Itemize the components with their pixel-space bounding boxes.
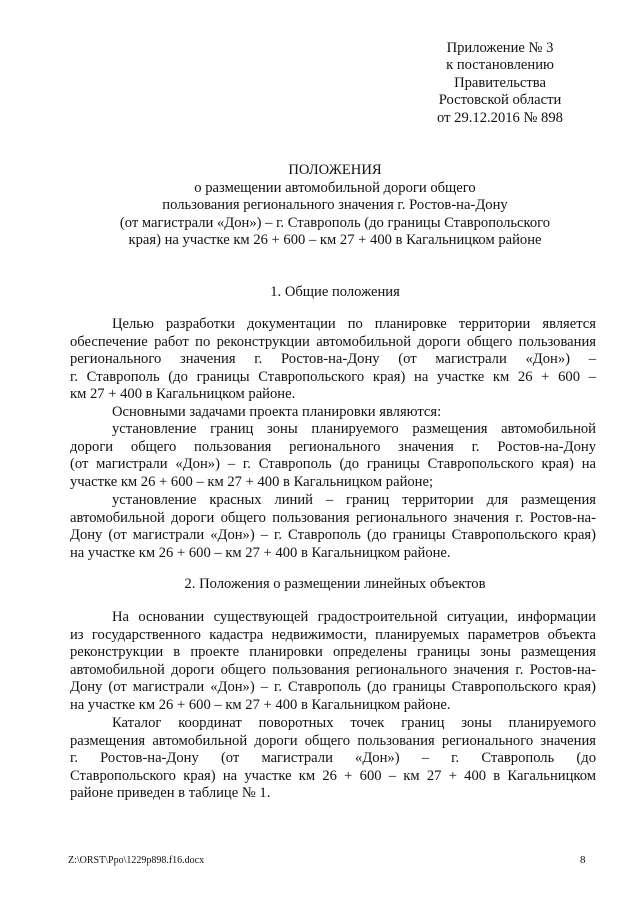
title-line: ПОЛОЖЕНИЯ bbox=[288, 162, 382, 178]
text-line: Основными задачами проекта планировки являются: bbox=[112, 404, 442, 420]
appendix-header bbox=[410, 40, 590, 127]
appendix-line: к постановлению bbox=[446, 57, 554, 74]
section-1-heading: 1. Общие положения bbox=[270, 284, 400, 300]
text-line: На основании существующей градостроительной ситуации, информации bbox=[112, 609, 596, 625]
text-line: дороги общего пользования регионального значения г. Ростов-на-Дону bbox=[70, 438, 596, 455]
text-line: размещения автомобильной дороги общего пользования регионального значения bbox=[70, 732, 596, 749]
text-line: км 27 + 400 в Кагальницком районе. bbox=[70, 386, 296, 403]
text-line: установление красных линий – границ территории для размещения bbox=[112, 492, 596, 508]
footer-file-path: Z:\ORST\Ppo\1229p898.f16.docx bbox=[68, 855, 205, 866]
section-2-heading: 2. Положения о размещении линейных объектов bbox=[184, 576, 486, 592]
paragraph-tasks-intro bbox=[70, 404, 596, 422]
text-line: Каталог координат поворотных точек границ зоны планируемого bbox=[112, 715, 596, 731]
text-line: автомобильной дороги общего пользования регионального значения г. Ростов-на- bbox=[70, 661, 596, 678]
text-line: автомобильной дороги общего пользования регионального значения г. Ростов-на- bbox=[70, 509, 596, 526]
text-line: г. Ростов-на-Дону (от магистрали «Дон») – г. Ставрополь (до bbox=[70, 750, 596, 767]
text-line: установление границ зоны планируемого размещения автомобильной bbox=[112, 421, 596, 437]
paragraph-basis bbox=[70, 609, 596, 715]
title-line: о размещении автомобильной дороги общего bbox=[194, 179, 476, 196]
page-number: 8 bbox=[580, 854, 586, 866]
text-line: г. Ставрополь (до границы Ставропольского края) на участке км 26 + 600 – bbox=[70, 368, 596, 385]
text-line: Дону (от магистрали «Дон») – г. Ставрополь (до границы Ставропольского края) bbox=[70, 679, 596, 696]
text-line: Целью разработки документации по планировке территории является bbox=[112, 316, 596, 332]
appendix-line: от 29.12.2016 № 898 bbox=[437, 109, 563, 126]
title-line: края) на участке км 26 + 600 – км 27 + 400 в Кагальницком районе bbox=[128, 232, 542, 249]
text-line: на участке км 26 + 600 – км 27 + 400 в Кагальницком районе. bbox=[70, 696, 451, 713]
text-line: реконструкции в проекте планировки определены границы зоны размещения bbox=[70, 644, 596, 661]
appendix-line: Правительства bbox=[454, 74, 546, 91]
text-line: (от магистрали «Дон») – г. Ставрополь (до границы Ставропольского края) на bbox=[70, 456, 596, 473]
appendix-line: Ростовской области bbox=[438, 92, 562, 109]
text-line: регионального значения г. Ростов-на-Дону (от магистрали «Дон») – bbox=[70, 351, 596, 368]
appendix-line: Приложение № 3 bbox=[446, 40, 554, 56]
text-line: обеспечение работ по реконструкции автомобильной дороги общего пользования bbox=[70, 333, 596, 350]
paragraph-purpose bbox=[70, 316, 596, 404]
title-line: (от магистрали «Дон») – г. Ставрополь (до границы Ставропольского bbox=[119, 214, 551, 231]
paragraph-task-boundaries bbox=[70, 421, 596, 491]
text-line: районе приведен в таблице № 1. bbox=[70, 785, 271, 802]
text-line: участке км 26 + 600 – км 27 + 400 в Кагальницком районе; bbox=[70, 473, 434, 490]
text-line: на участке км 26 + 600 – км 27 + 400 в Кагальницком районе. bbox=[70, 544, 451, 561]
paragraph-catalog bbox=[70, 715, 596, 803]
paragraph-task-red-lines bbox=[70, 492, 596, 562]
title-line: пользования регионального значения г. Ростов-на-Дону bbox=[162, 197, 508, 214]
text-line: из государственного кадастра недвижимости, планируемых параметров объекта bbox=[70, 626, 596, 643]
document-title bbox=[70, 162, 600, 250]
text-line: Ставропольского края) на участке км 26 + 600 – км 27 + 400 в Кагальницком bbox=[70, 767, 596, 784]
text-line: Дону (от магистрали «Дон») – г. Ставрополь (до границы Ставропольского края) bbox=[70, 527, 596, 544]
